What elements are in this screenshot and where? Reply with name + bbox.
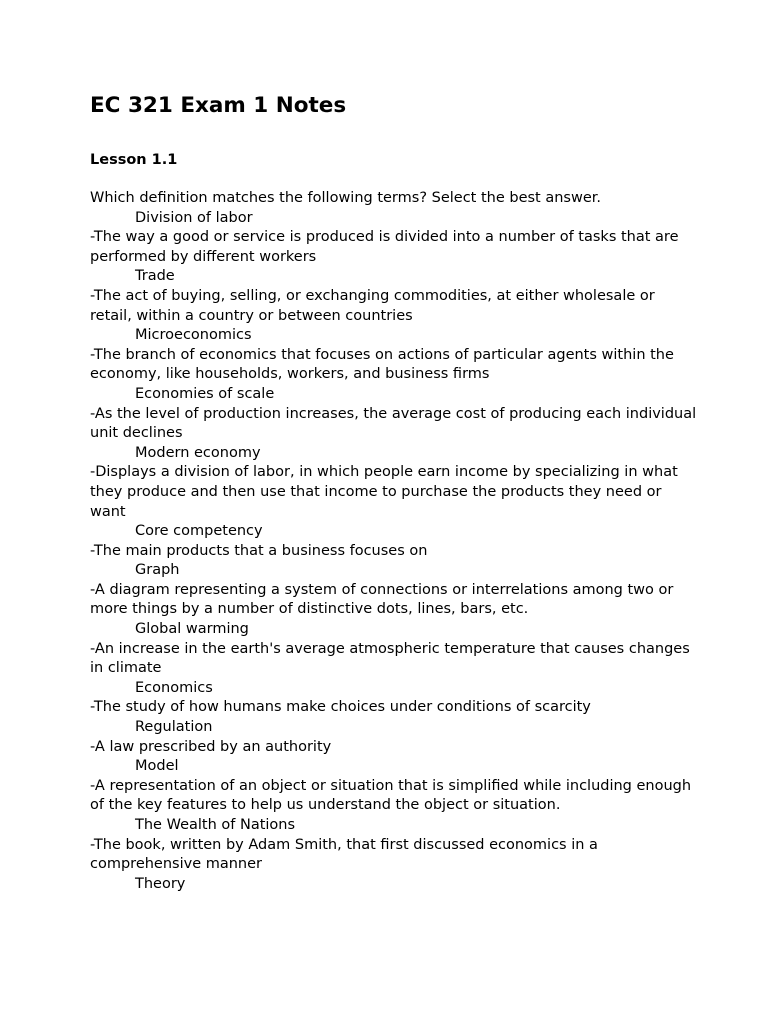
term-global-warming: Global warming bbox=[135, 621, 249, 638]
definition-model: -A representation of an object or situation that is simplified while including enough of the key features to help us understand the object or situation. bbox=[90, 777, 692, 814]
definition-core-competency: -The main products that a business focuses on bbox=[90, 542, 428, 559]
document-body bbox=[90, 189, 700, 894]
definition-economics: -The study of how humans make choices under conditions of scarcity bbox=[90, 699, 591, 716]
term-division-of-labor: Division of labor bbox=[135, 209, 253, 226]
definition-microeconomics: -The branch of economics that focuses on actions of particular agents within the economy, like households, workers, and business firms bbox=[90, 346, 674, 383]
definition-division-of-labor: -The way a good or service is produced is divided into a number of tasks that are performed by different workers bbox=[90, 229, 679, 265]
instructions-text: Which definition matches the following terms? Select the best answer. bbox=[90, 190, 601, 206]
term-trade: Trade bbox=[135, 268, 175, 285]
definition-trade: -The act of buying, selling, or exchanging commodities, at either wholesale or retail, within a country or between countries bbox=[90, 287, 655, 324]
term-wealth-of-nations: The Wealth of Nations bbox=[135, 817, 296, 833]
definition-regulation: -A law prescribed by an authority bbox=[90, 738, 332, 755]
lesson-heading: Lesson 1.1 bbox=[90, 152, 178, 168]
term-graph: Graph bbox=[135, 562, 180, 579]
term-model: Model bbox=[135, 758, 179, 775]
definition-global-warming: -An increase in the earth's average atmospheric temperature that causes changes in climate bbox=[90, 640, 690, 677]
term-theory: Theory bbox=[135, 875, 186, 892]
document-title: EC 321 Exam 1 Notes bbox=[90, 93, 347, 118]
definition-economies-of-scale: -As the level of production increases, the average cost of producing each individual unit declines bbox=[90, 405, 697, 442]
definition-graph: -A diagram representing a system of connections or interrelations among two or more things by a number of distinctive dots, lines, bars, etc. bbox=[90, 581, 674, 618]
term-economies-of-scale: Economies of scale bbox=[135, 385, 275, 402]
definition-wealth-of-nations: -The book, written by Adam Smith, that first discussed economics in a comprehensive manner bbox=[90, 836, 598, 873]
term-regulation: Regulation bbox=[135, 719, 213, 736]
term-microeconomics: Microeconomics bbox=[135, 327, 252, 344]
term-modern-economy: Modern economy bbox=[135, 444, 261, 461]
term-core-competency: Core competency bbox=[135, 523, 263, 540]
definition-modern-economy: -Displays a division of labor, in which people earn income by specializing in what they produce and then use that income to purchase the products they need or want bbox=[90, 464, 678, 520]
term-economics: Economics bbox=[135, 679, 213, 696]
